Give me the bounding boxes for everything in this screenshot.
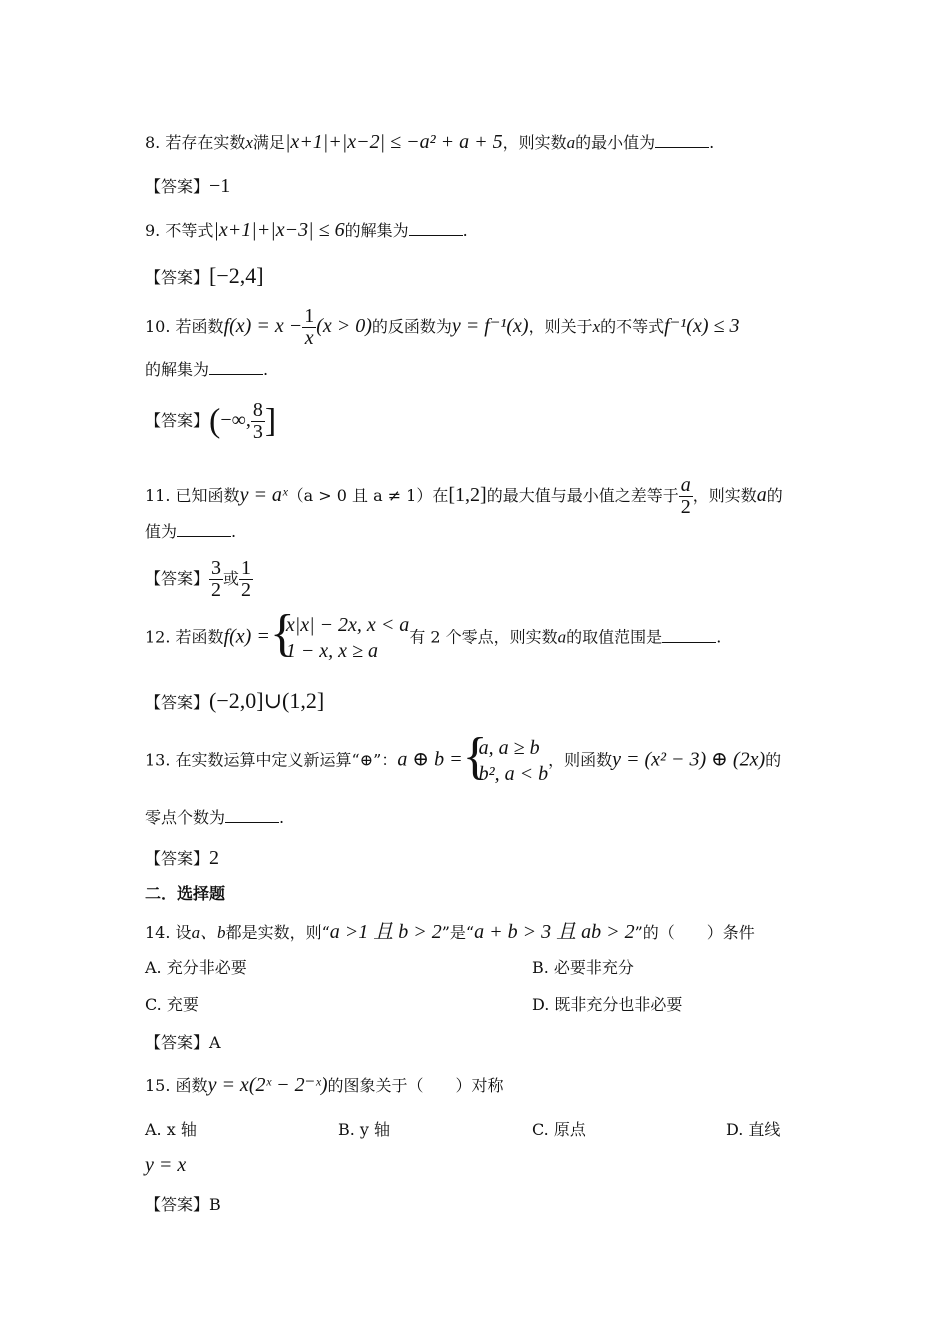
answer-value: B (209, 1195, 221, 1214)
answer-label: 【答案】 (145, 569, 210, 588)
answer-label: 【答案】 (145, 1195, 210, 1214)
piecewise-cases: { a, a ≥ b b², a < b (462, 728, 549, 785)
answer-blank (662, 642, 716, 643)
answer-label: 【答案】 (145, 411, 210, 430)
answer-blank (409, 235, 463, 236)
question-number: 9. (145, 221, 161, 240)
fraction: $\frac{1}{2}$ (241, 557, 252, 601)
answer-8 (145, 176, 230, 196)
answer-label: 【答案】 (145, 849, 210, 868)
answer-15 (145, 1197, 221, 1213)
fraction: $\frac{3}{2}$ (211, 557, 222, 601)
math-formula: |x+1|+|x−3| ≤ 6 (213, 219, 345, 241)
fraction: $\frac{8}{3}$ (252, 399, 263, 443)
answer-blank (209, 374, 263, 375)
question-number: 14. (145, 923, 171, 942)
answer-value: A (209, 1033, 221, 1052)
answer-13 (145, 848, 219, 868)
question-12: 12. 若函数f(x) = { x|x| − 2x, x < a 1 − x, x ≥ a 有 2 个零点，则实数a的取值范围是 . (145, 605, 722, 662)
answer-label: 【答案】 (145, 1033, 210, 1052)
piecewise-cases: { x|x| − 2x, x < a 1 − x, x ≥ a (269, 605, 410, 662)
math-formula: y = aˣ (239, 484, 288, 506)
answer-blank (177, 536, 231, 537)
question-13: 13. 在实数运算中定义新运算“⊕”：a ⊕ b = { a, a ≥ b b², a < b ，则函数y = (x² − 3) ⊕ (2x)的 (145, 728, 782, 785)
answer-blank (225, 822, 279, 823)
question-number: 15. (145, 1076, 171, 1095)
option-a: A. x 轴 (145, 1120, 197, 1139)
answer-value: −1 (209, 175, 231, 197)
question-10: 10. 若函数f(x) = x − $\frac{1}{x}$ (x > 0)的反函数为y = f⁻¹(x)，则关于x的不等式f⁻¹(x) ≤ 3 (145, 305, 740, 349)
option-d: D. 既非充分也非必要 (532, 995, 683, 1014)
question-13-cont: 零点个数为 . (145, 808, 285, 827)
answer-9 (145, 265, 264, 287)
answer-label: 【答案】 (145, 177, 210, 196)
question-8: 8. 若存在实数x满足|x+1|+|x−2| ≤ −a² + a + 5，则实数a的最小值为 . (145, 131, 715, 153)
question-14: 14. 设a、b都是实数，则“a >1 且 b > 2”是“a + b > 3 且 ab > 2”的（ ）条件 (145, 921, 755, 943)
fraction: $\frac{a}{2}$ (680, 474, 691, 518)
answer-blank (655, 147, 709, 148)
answer-label: 【答案】 (145, 693, 210, 712)
answer-14 (145, 1035, 221, 1051)
answer-value: (−2,0]∪(1,2] (209, 688, 325, 713)
math-formula: |x+1|+|x−2| ≤ −a² + a + 5 (284, 131, 503, 153)
answer-11: 【答案】 $\frac{3}{2}$ 或 $\frac{1}{2}$ (145, 557, 252, 601)
answer-12 (145, 690, 324, 712)
question-15: 15. 函数y = x(2ˣ − 2⁻ˣ)的图象关于（ ）对称 (145, 1074, 504, 1096)
option-b: B. y 轴 (338, 1120, 391, 1139)
question-11-cont: 值为 . (145, 522, 237, 541)
option-c: C. 充要 (145, 995, 199, 1014)
question-number: 8. (145, 133, 161, 152)
option-d: D. 直线 (726, 1120, 781, 1139)
answer-value: 2 (209, 847, 220, 869)
option-d-continued: y = x (145, 1154, 187, 1176)
question-number: 13. (145, 750, 171, 770)
question-11: 11. 已知函数y = aˣ（a > 0 且 a ≠ 1）在[1,2]的最大值与最小值之差等于 $\frac{a}{2}$ ，则实数a的 (145, 474, 783, 518)
option-a: A. 充分非必要 (145, 958, 247, 977)
answer-label: 【答案】 (145, 268, 210, 287)
question-number: 11. (145, 486, 171, 505)
math-formula: y = x(2ˣ − 2⁻ˣ) (207, 1074, 328, 1096)
answer-value: [−2,4] (209, 263, 264, 288)
answer-10: 【答案】(−∞, $\frac{8}{3}$ ] (145, 399, 277, 443)
question-9: 9. 不等式|x+1|+|x−3| ≤ 6的解集为 . (145, 219, 468, 241)
question-10-cont: 的解集为 . (145, 360, 269, 379)
fraction: $\frac{1}{x}$ (304, 305, 315, 349)
question-number: 10. (145, 317, 171, 336)
question-number: 12. (145, 627, 171, 647)
option-b: B. 必要非充分 (532, 958, 634, 977)
section-heading: 二．选择题 (145, 884, 226, 903)
option-c: C. 原点 (532, 1120, 586, 1139)
